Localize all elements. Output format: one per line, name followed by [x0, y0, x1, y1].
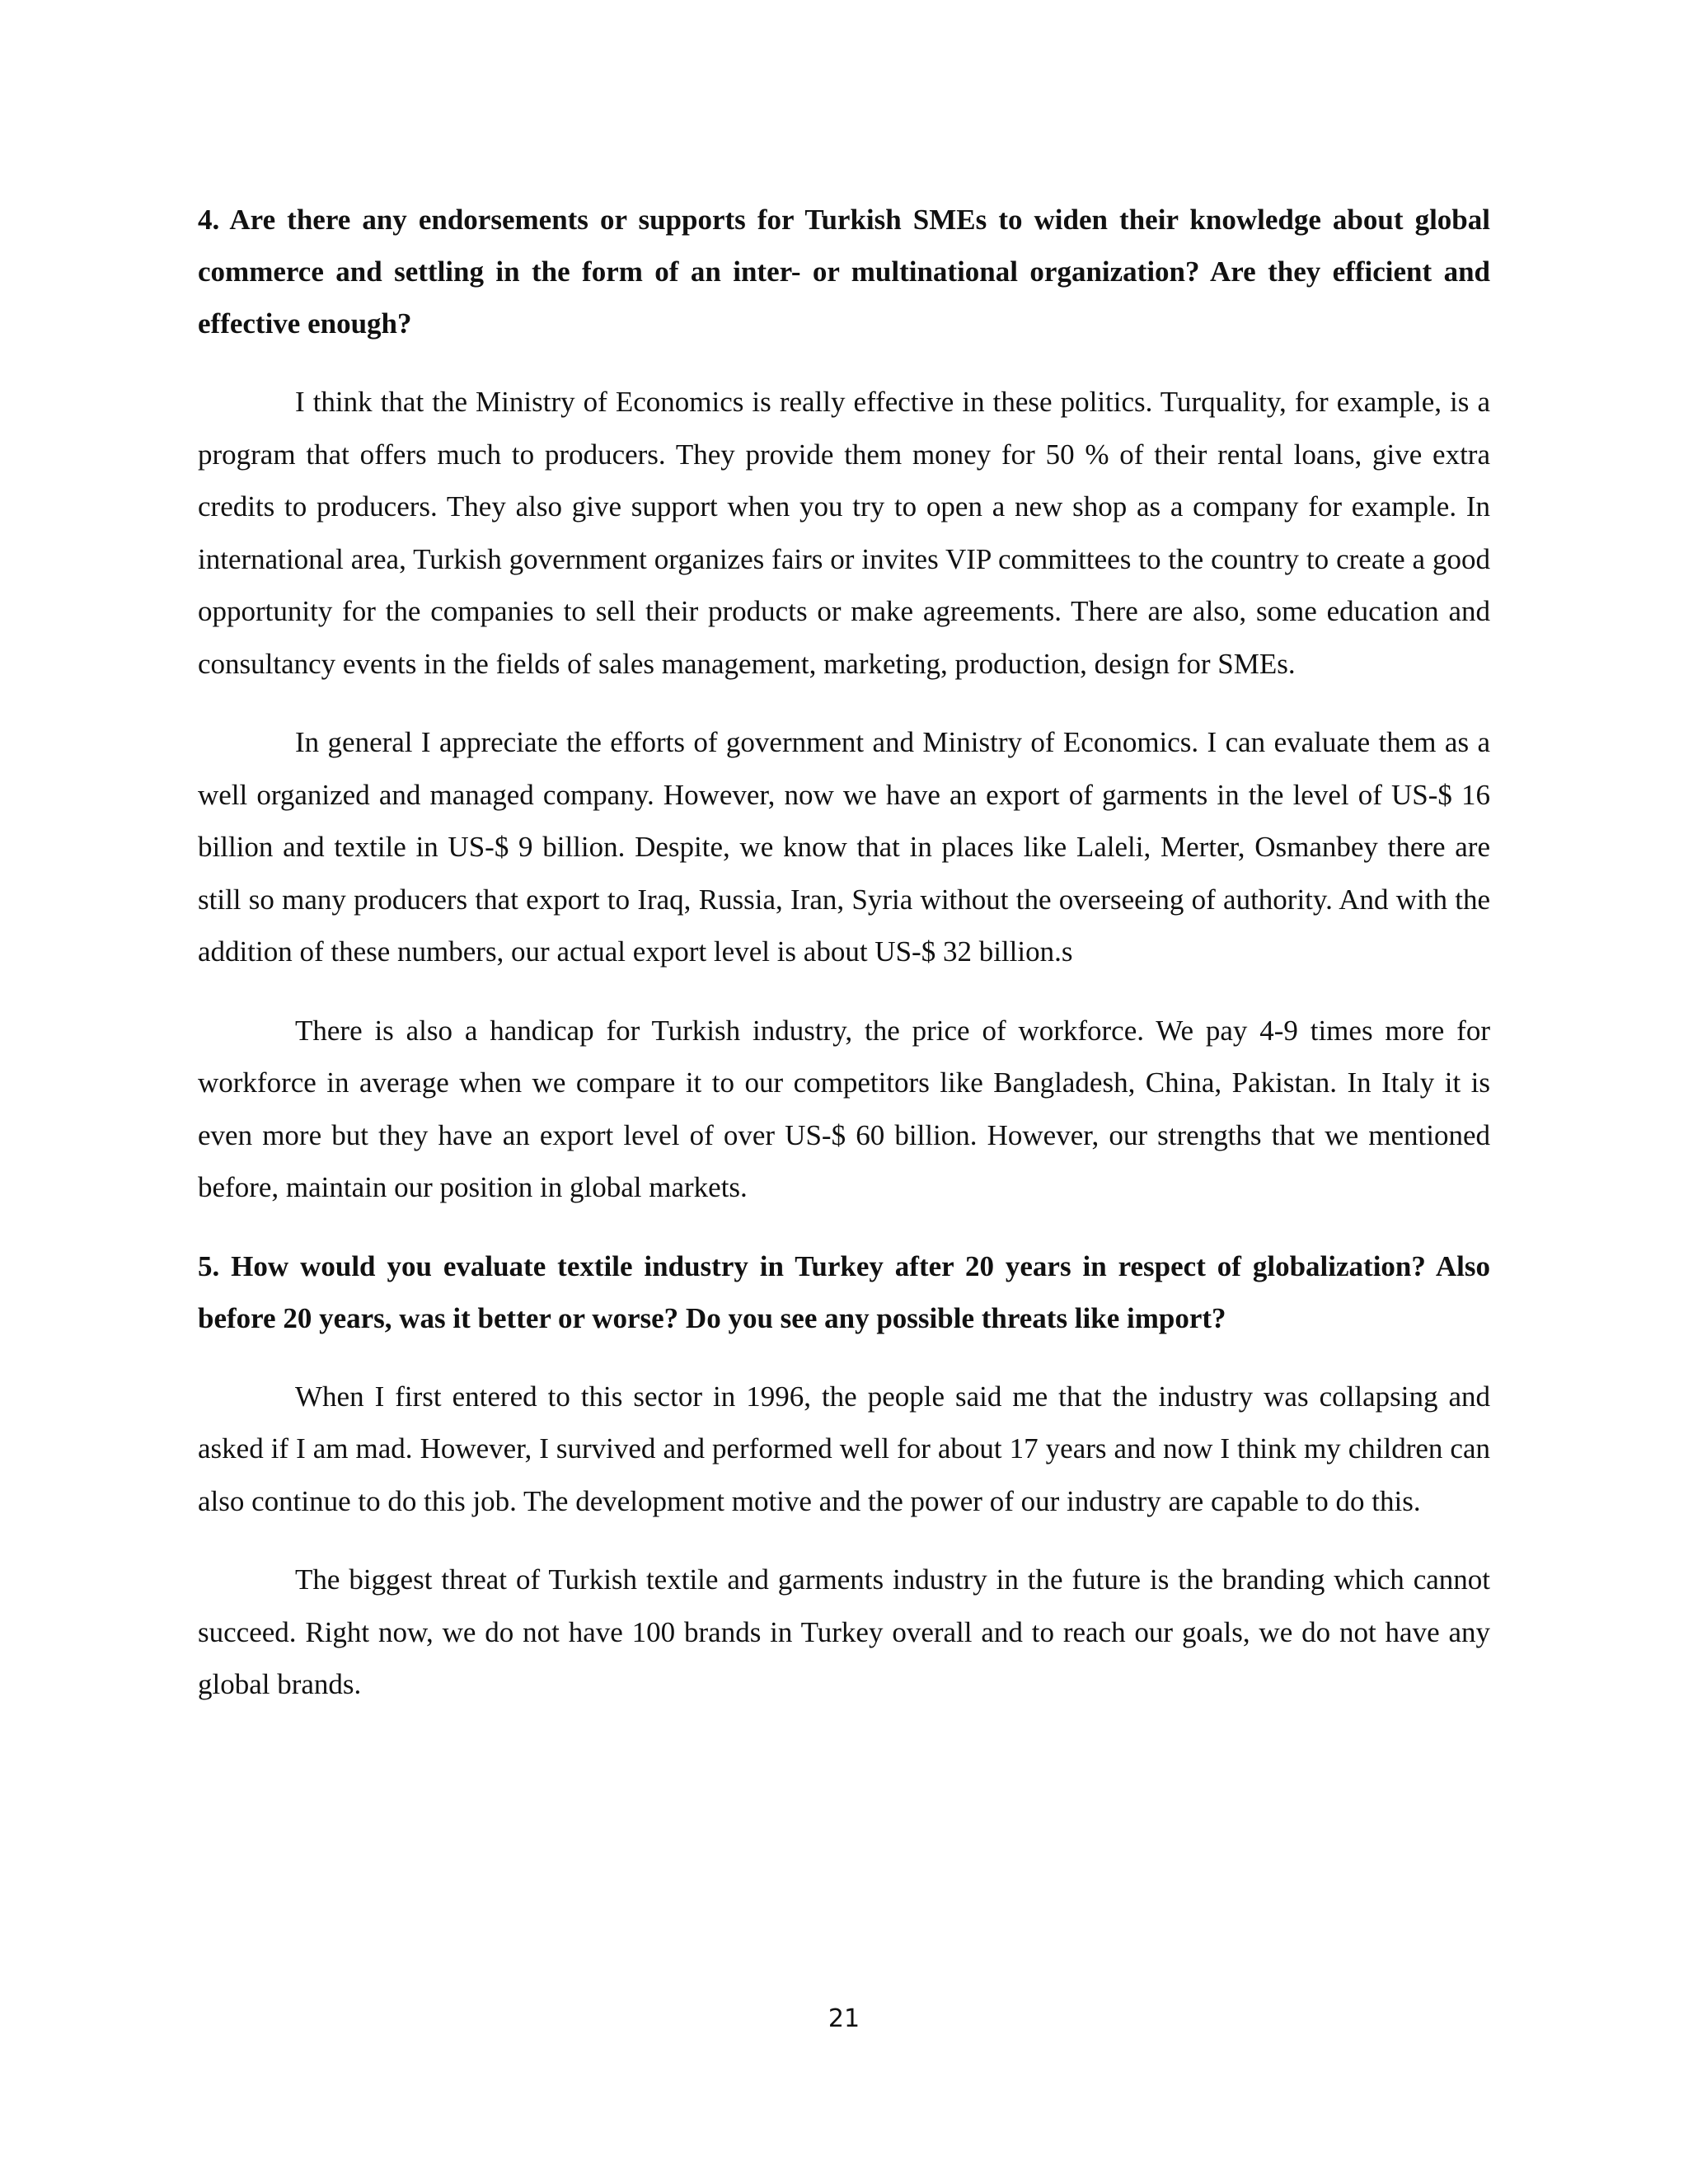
question-5-number: 5 — [198, 1249, 213, 1282]
answer-4-paragraph-3: There is also a handicap for Turkish industry, the price of workforce. We pay 4-9 times more for workforce in average when we compare it to our competitors like Bangladesh, China, Pakistan. In Italy it is even more but they have an export level of over US-$ 60 billion. However, our strengths that we mentioned before, maintain our position in global markets. — [198, 1014, 1490, 1203]
question-4-text: Are there any endorsements or supports for Turkish SMEs to widen their knowledge about global commerce and settling in the form of an inter- or multinational organization? Are they efficient and effective enough? — [198, 204, 1490, 340]
answer-5-paragraph-2: The biggest threat of Turkish textile and garments industry in the future is the branding which cannot succeed. Right now, we do not have 100 brands in Turkey overall and to reach our goals, we do not have any global brands. — [198, 1563, 1490, 1700]
question-5 — [198, 1240, 1490, 1344]
answer-5-paragraph-1: When I first entered to this sector in 1996, the people said me that the industry was collapsing and asked if I am mad. However, I survived and performed well for about 17 years and now I think my children can also continue to do this job. The development motive and the power of our industry are capable to do this. — [198, 1380, 1490, 1517]
document-page — [198, 194, 1490, 1737]
answer-4-paragraph-2: In general I appreciate the efforts of government and Ministry of Economics. I can evaluate them as a well organized and managed company. However, now we have an export of garments in the level of US-$ 16 billion and textile in US-$ 9 billion. Despite, we know that in places like Laleli, Merter, Osmanbey there are still so many producers that export to Iraq, Russia, Iran, Syria without the overseeing of authority. And with the addition of these numbers, our actual export level is about US-$ 32 billion.s — [198, 726, 1490, 968]
question-5-text: How would you evaluate textile industry in Turkey after 20 years in respect of globalization? Also before 20 years, was it better or worse? Do you see any possible threats like import? — [198, 1249, 1490, 1334]
question-4-number: 4 — [198, 204, 213, 236]
question-4 — [198, 194, 1490, 349]
question-5-separator: . — [212, 1249, 232, 1282]
answer-4-paragraph-1: I think that the Ministry of Economics is really effective in these politics. Turquality, for example, is a program that offers much to producers. They provide them money for 50 % of their rental loans, give extra credits to producers. They also give support when you try to open a new shop as a company for example. In international area, Turkish government organizes fairs or invites VIP committees to the country to create a good opportunity for the companies to sell their products or make agreements. There are also, some education and consultancy events in the fields of sales management, marketing, production, design for SMEs. — [198, 386, 1490, 680]
page-number: 21 — [828, 2004, 860, 2033]
question-4-separator: . — [212, 204, 230, 236]
